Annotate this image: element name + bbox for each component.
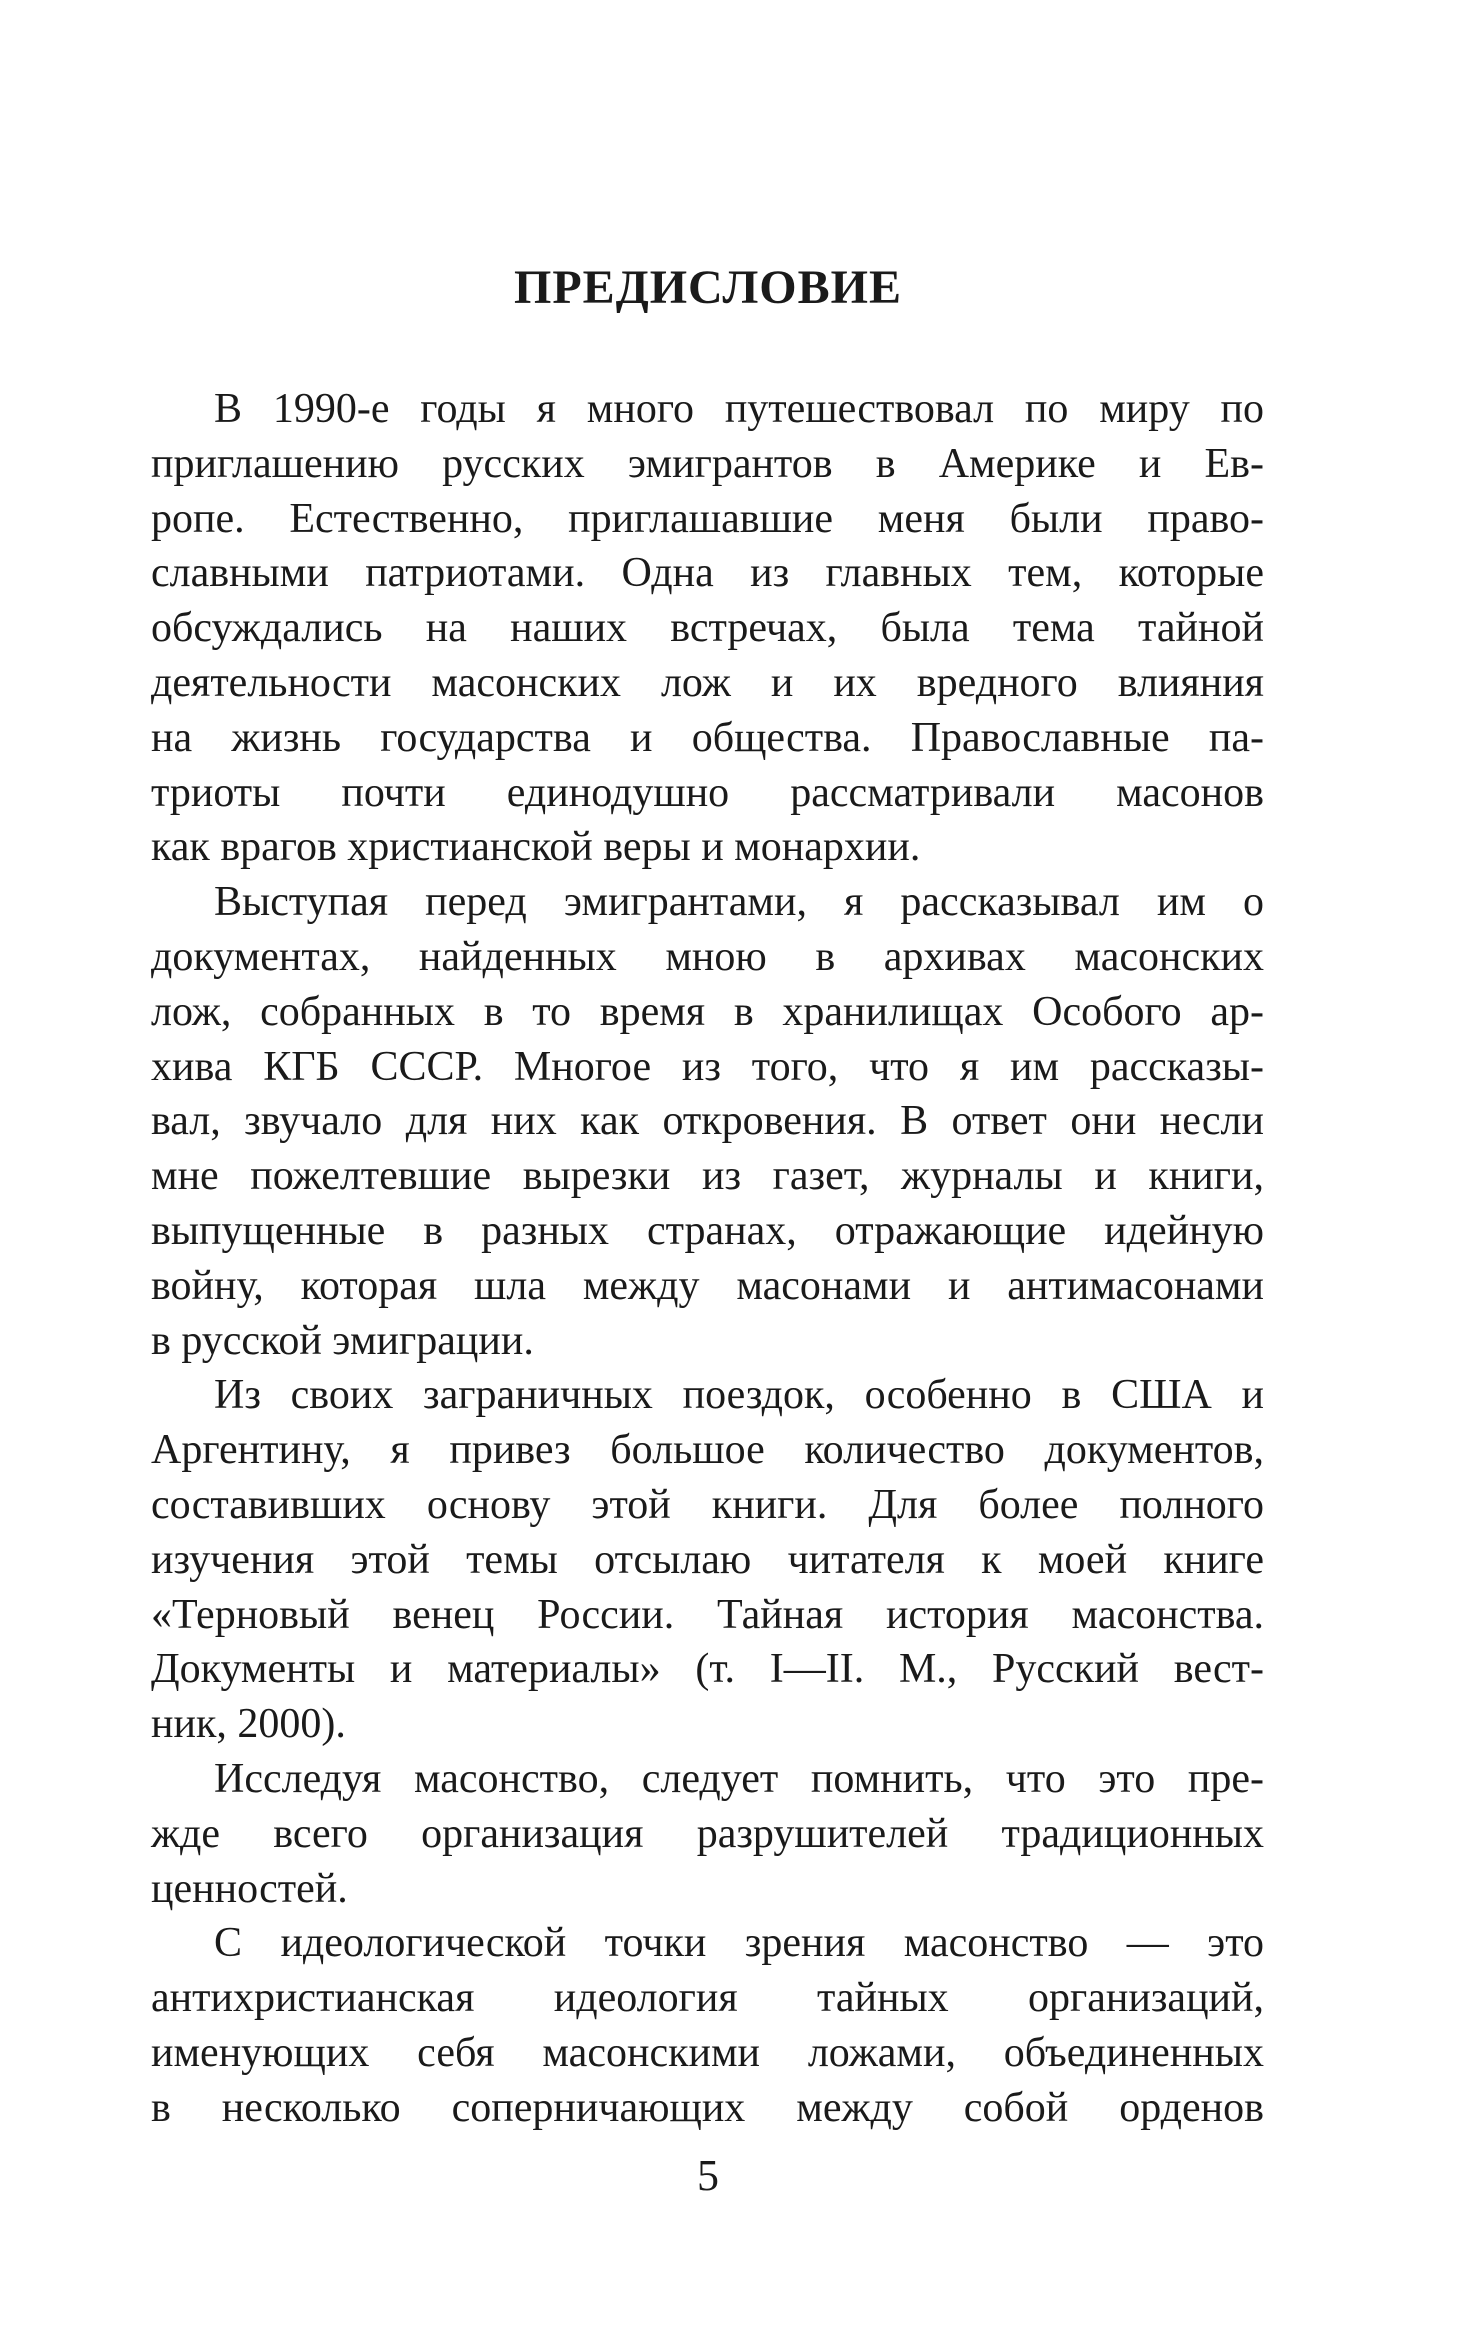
text-line: как врагов христианской веры и монархии. bbox=[151, 824, 921, 871]
text-line: хива КГБ СССР. Многое из того, что я им рассказы- bbox=[151, 1043, 1264, 1090]
text-line: ропе. Естественно, приглашавшие меня были право- bbox=[151, 495, 1264, 542]
text-line: Исследуя масонство, следует помнить, что это пре- bbox=[214, 1755, 1264, 1802]
text-line: триоты почти единодушно рассматривали масонов bbox=[151, 769, 1264, 816]
text-line: выпущенные в разных странах, отражающие идейную bbox=[151, 1207, 1264, 1254]
text-line: В 1990-е годы я много путешествовал по миру по bbox=[214, 386, 1264, 432]
text-line: славными патриотами. Одна из главных тем, которые bbox=[151, 550, 1264, 597]
text-line: лож, собранных в то время в хранилищах Особого ар- bbox=[151, 988, 1264, 1035]
text-line: документах, найденных мною в архивах масонских bbox=[151, 933, 1264, 980]
text-line: ценностей. bbox=[151, 1865, 348, 1912]
text-line: Выступая перед эмигрантами, я рассказывал им о bbox=[214, 879, 1264, 926]
text-line: изучения этой темы отсылаю читателя к моей книге bbox=[151, 1536, 1264, 1583]
body-text bbox=[151, 382, 1264, 2136]
text-line: в несколько соперничающих между собой орденов bbox=[151, 2084, 1264, 2131]
text-line: «Терновый венец России. Тайная история масонства. bbox=[151, 1591, 1264, 1638]
paragraph bbox=[151, 1916, 1264, 2135]
text-line: Аргентину, я привез большое количество документов, bbox=[151, 1427, 1264, 1474]
text-line: войну, которая шла между масонами и антимасонами bbox=[151, 1262, 1264, 1309]
text-line: на жизнь государства и общества. Православные па- bbox=[151, 714, 1264, 761]
paragraph bbox=[151, 1752, 1264, 1916]
paragraph bbox=[151, 1368, 1264, 1752]
text-line: деятельности масонских лож и их вредного влияния bbox=[151, 659, 1264, 706]
text-line: антихристианская идеология тайных организаций, bbox=[151, 1975, 1264, 2022]
text-line: мне пожелтевшие вырезки из газет, журналы и книги, bbox=[151, 1153, 1264, 1200]
text-line: в русской эмиграции. bbox=[151, 1317, 534, 1364]
text-line: обсуждались на наших встречах, была тема тайной bbox=[151, 605, 1264, 652]
text-line: именующих себя масонскими ложами, объединенных bbox=[151, 2029, 1264, 2076]
text-line: приглашению русских эмигрантов в Америке и Ев- bbox=[151, 440, 1264, 487]
text-line: С идеологической точки зрения масонство — это bbox=[214, 1920, 1264, 1967]
text-line: составивших основу этой книги. Для более полного bbox=[151, 1481, 1264, 1528]
page-number: 5 bbox=[697, 2151, 719, 2200]
text-line: жде всего организация разрушителей традиционных bbox=[151, 1810, 1264, 1857]
page-title: ПРЕДИСЛОВИЕ bbox=[514, 261, 902, 314]
text-line: вал, звучало для них как откровения. В ответ они несли bbox=[151, 1098, 1264, 1145]
text-line: ник, 2000). bbox=[151, 1701, 346, 1748]
text-line: Документы и материалы» (т. I—II. М., Русский вест- bbox=[151, 1646, 1264, 1693]
text-line: Из своих заграничных поездок, особенно в США и bbox=[214, 1372, 1264, 1419]
paragraph bbox=[151, 382, 1264, 875]
paragraph bbox=[151, 875, 1264, 1368]
